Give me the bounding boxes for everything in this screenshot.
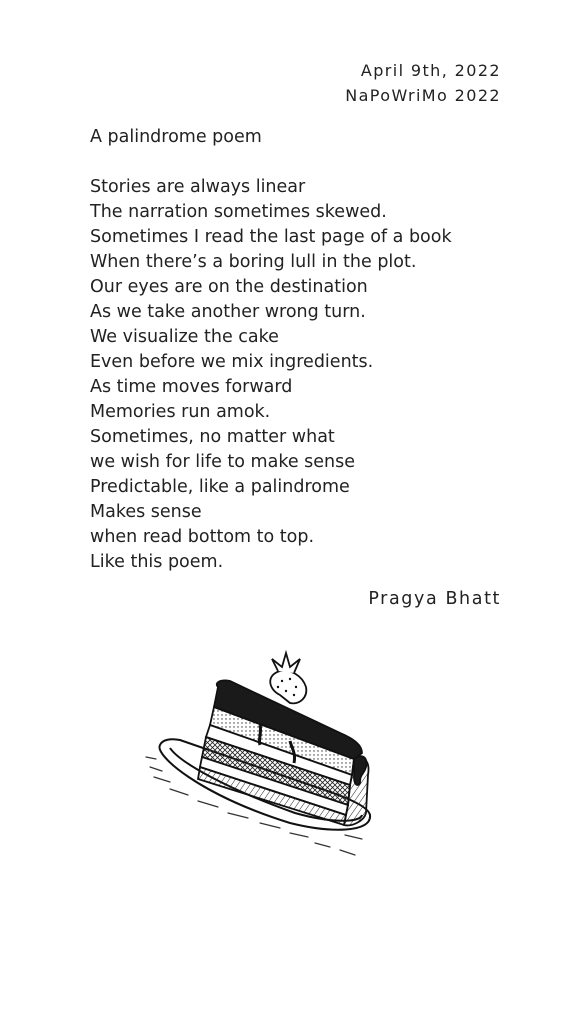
poem-header <box>345 58 501 108</box>
poem-line: Stories are always linear <box>90 177 306 197</box>
poem-line: We visualize the cake <box>90 327 279 347</box>
poem-line: As we take another wrong turn. <box>90 302 366 322</box>
poem-line: Even before we mix ingredients. <box>90 352 374 372</box>
poem-line: Memories run amok. <box>90 402 271 422</box>
cake-body <box>198 680 368 825</box>
poem-line: we wish for life to make sense <box>90 452 356 472</box>
poem-line: Sometimes I read the last page of a book <box>90 227 452 247</box>
poem-line: When there’s a boring lull in the plot. <box>90 252 417 272</box>
poem-line: Like this poem. <box>90 552 224 572</box>
poem-event: NaPoWriMo 2022 <box>345 86 501 105</box>
poem-line: Makes sense <box>90 502 202 522</box>
poem-date: April 9th, 2022 <box>360 61 501 80</box>
strawberry-shape <box>270 653 306 703</box>
poem-body <box>90 175 452 575</box>
poem-author: Pragya Bhatt <box>368 589 501 609</box>
poem-line: Predictable, like a palindrome <box>90 477 350 497</box>
poem-line: Our eyes are on the destination <box>90 277 368 297</box>
poem-line: The narration sometimes skewed. <box>90 202 387 222</box>
poem-line: Sometimes, no matter what <box>90 427 335 447</box>
cake-slice-sketch-icon <box>140 645 380 865</box>
poem-line: when read bottom to top. <box>90 527 315 547</box>
poem-title: A palindrome poem <box>90 127 262 147</box>
poem-line: As time moves forward <box>90 377 293 397</box>
